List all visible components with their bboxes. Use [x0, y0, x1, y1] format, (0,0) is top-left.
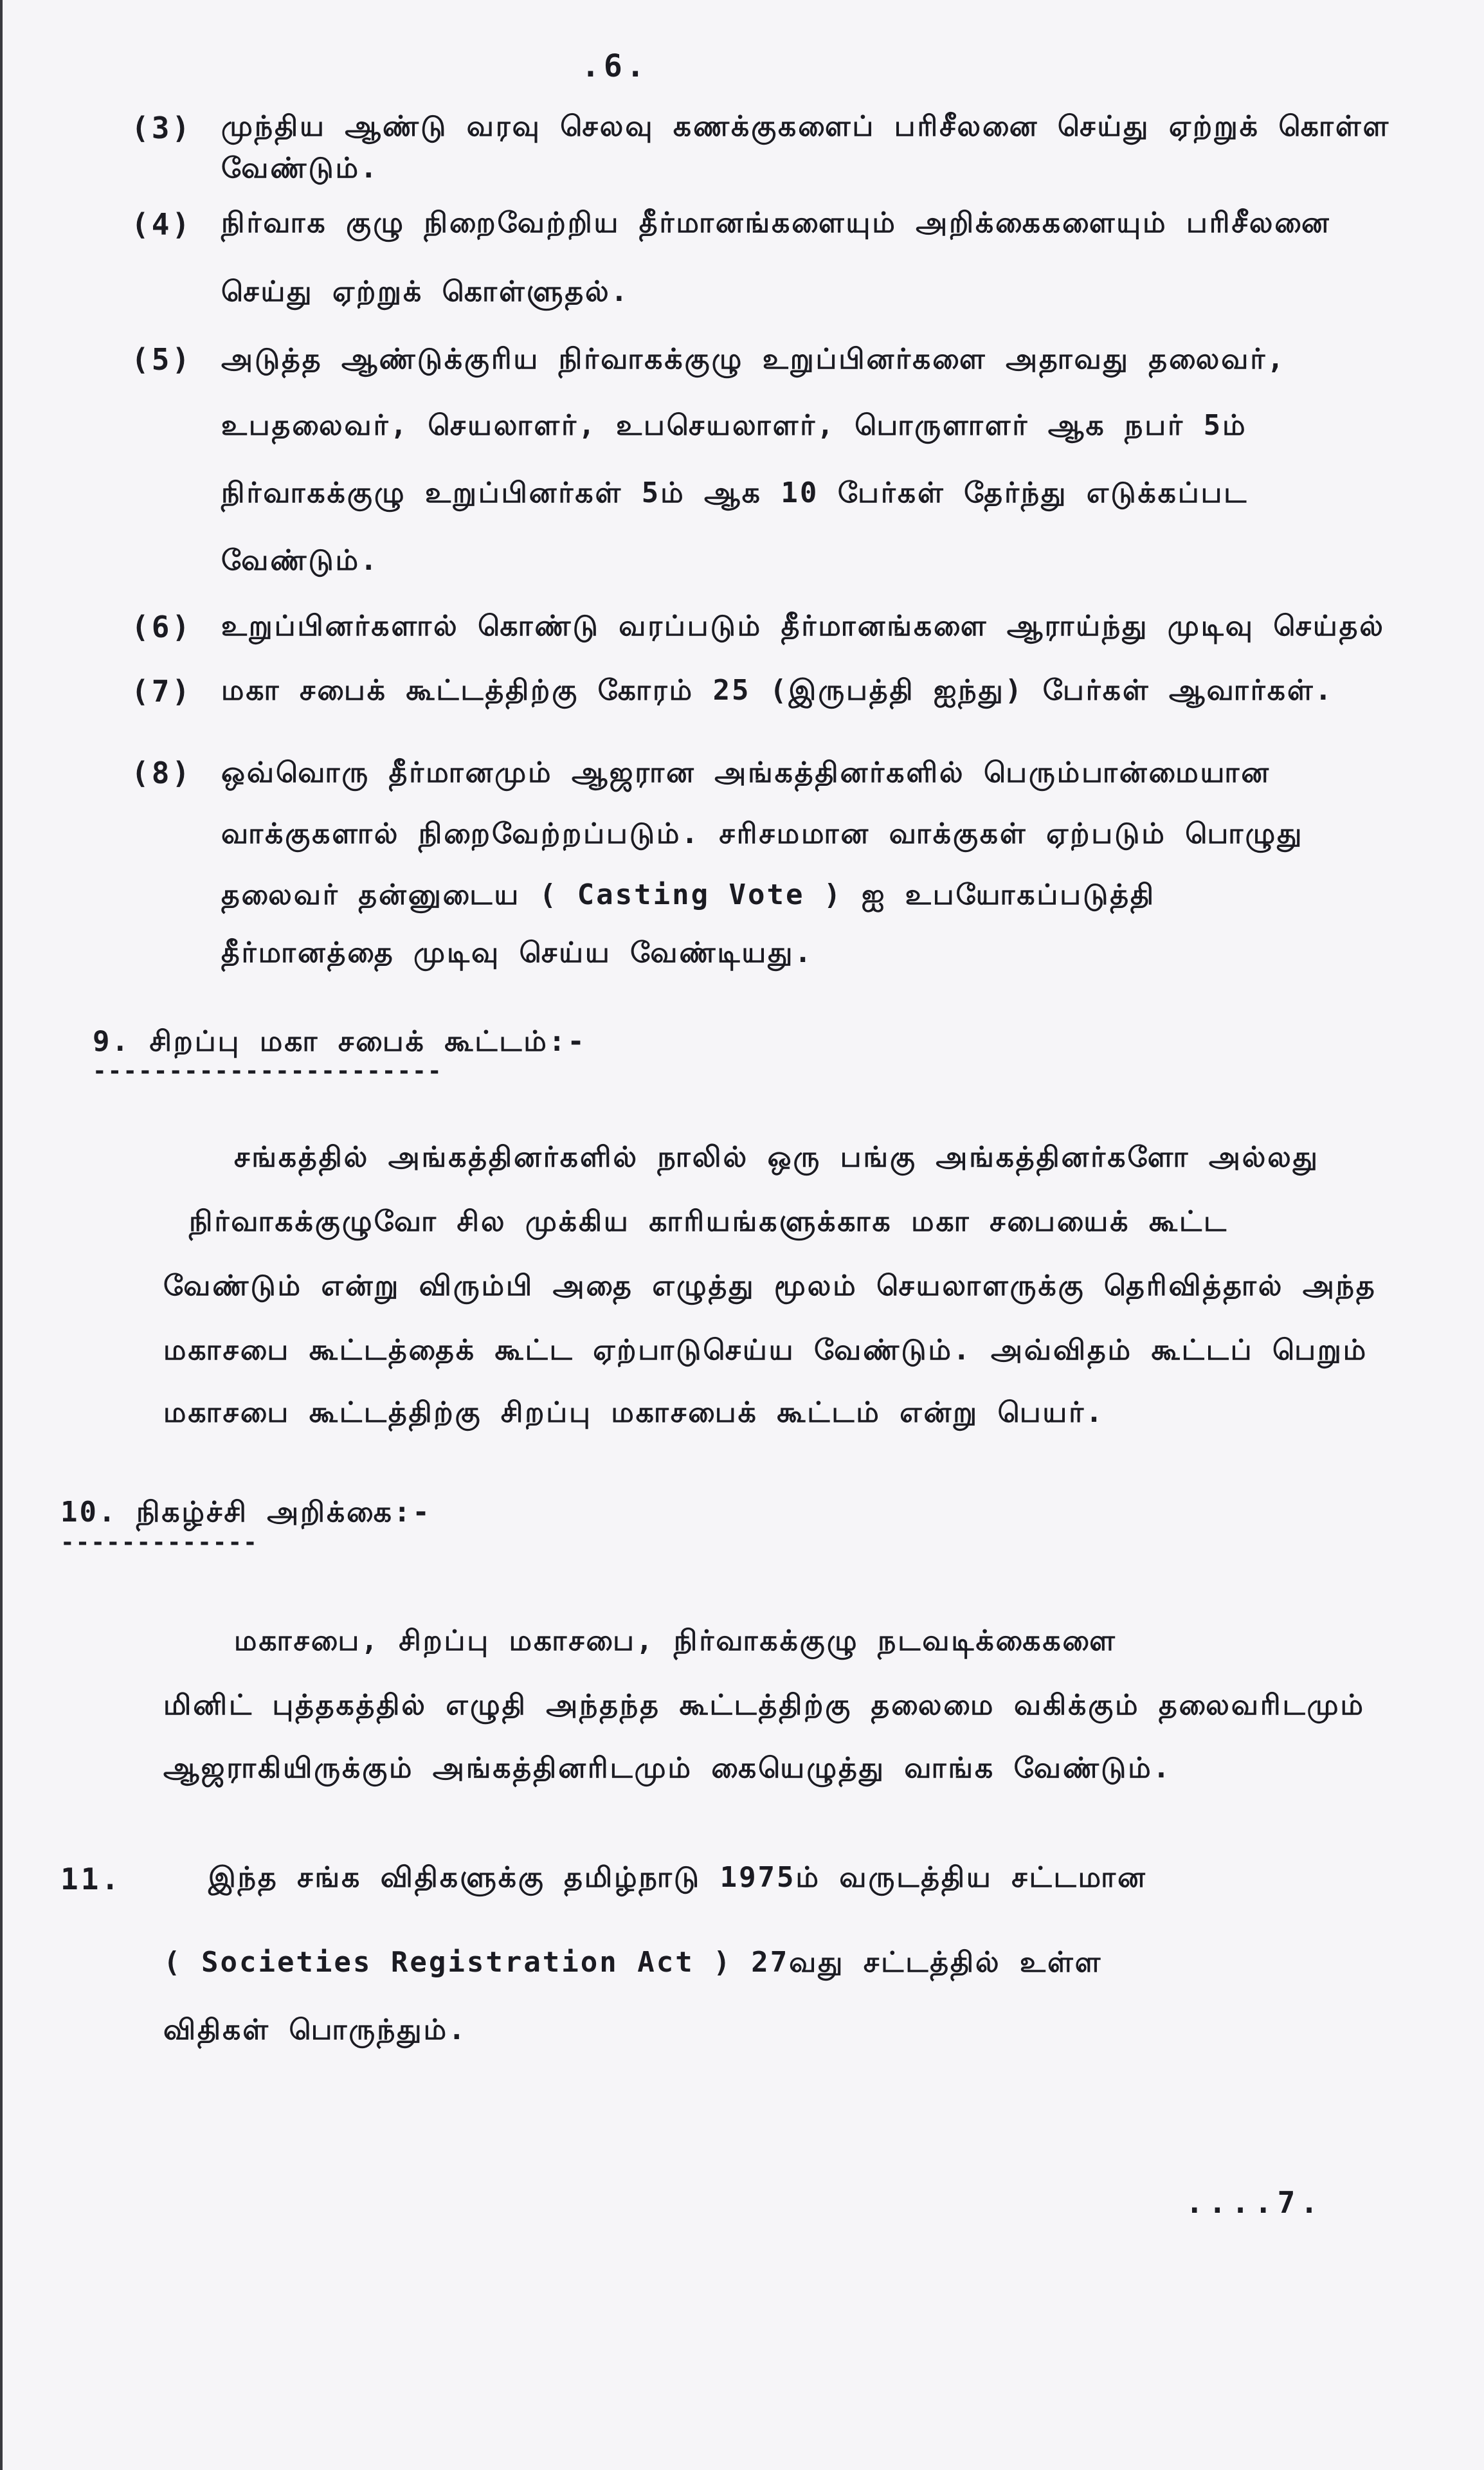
item-marker-7: (7) — [131, 674, 193, 709]
section-9-line-5: மகாசபை கூட்டத்திற்கு சிறப்பு மகாசபைக் கூட்டம் என்று பெயர். — [163, 1396, 1105, 1429]
item-5-line-2: உபதலைவர், செயலாளர், உபசெயலாளர், பொருளாளர் ஆக நபர் 5ம் — [221, 409, 1247, 442]
item-marker-4: (4) — [131, 207, 193, 242]
section-11-number: 11. — [60, 1862, 122, 1896]
section-9-line-4: மகாசபை கூட்டத்தைக் கூட்ட ஏற்பாடுசெய்ய வேண்டும். அவ்விதம் கூட்டப் பெறும் — [163, 1334, 1368, 1367]
item-marker-5: (5) — [131, 342, 193, 377]
section-10-heading: 10. நிகழ்ச்சி அறிக்கை:- — [60, 1496, 431, 1529]
item-8-line-4: தீர்மானத்தை முடிவு செய்ய வேண்டியது. — [221, 936, 813, 969]
item-marker-6: (6) — [131, 610, 193, 644]
item-3-line-2: வேண்டும். — [221, 152, 379, 185]
item-8-line-1: ஒவ்வொரு தீர்மானமும் ஆஜரான அங்கத்தினர்களில் பெரும்பான்மையான — [221, 756, 1271, 789]
section-11-line-3: விதிகள் பொருந்தும். — [163, 2013, 467, 2046]
section-10-line-2: மினிட் புத்தகத்தில் எழுதி அந்தந்த கூட்டத்திற்கு தலைமை வகிக்கும் தலைவரிடமும் — [163, 1689, 1365, 1721]
section-10-underline: ------------- — [60, 1529, 258, 1556]
section-10-line-1: மகாசபை, சிறப்பு மகாசபை, நிர்வாகக்குழு நடவடிக்கைகளை — [234, 1624, 1117, 1657]
item-marker-8: (8) — [131, 756, 193, 790]
item-5-line-4: வேண்டும். — [221, 544, 379, 577]
section-9-line-2: நிர்வாகக்குழுவோ சில முக்கிய காரியங்களுக்காக மகா சபையைக் கூட்ட — [189, 1205, 1229, 1238]
section-11-line-2: ( Societies Registration Act ) 27வது சட்டத்தில் உள்ள — [163, 1946, 1103, 1979]
item-3-line-1: முந்திய ஆண்டு வரவு செலவு கணக்குகளைப் பரிசீலனை செய்து ஏற்றுக் கொள்ள — [221, 110, 1391, 143]
section-9-line-3: வேண்டும் என்று விரும்பி அதை எழுத்து மூலம் செயலாளருக்கு தெரிவித்தால் அந்த — [163, 1269, 1377, 1302]
section-10-line-3: ஆஜராகியிருக்கும் அங்கத்தினரிடமும் கையெழுத்து வாங்க வேண்டும். — [163, 1752, 1172, 1784]
page-number-header: .6. — [581, 48, 649, 84]
item-4-line-1: நிர்வாக குழு நிறைவேற்றிய தீர்மானங்களையும் அறிக்கைகளையும் பரிசீலனை — [221, 206, 1331, 239]
item-8-line-2: வாக்குகளால் நிறைவேற்றப்படும். சரிசமமான வாக்குகள் ஏற்படும் பொழுது — [221, 817, 1304, 850]
item-5-line-3: நிர்வாகக்குழு உறுப்பினர்கள் 5ம் ஆக 10 பேர்கள் தேர்ந்து எடுக்கப்பட — [221, 477, 1249, 509]
section-9-underline: ----------------------- — [93, 1058, 443, 1084]
item-4-line-2: செய்து ஏற்றுக் கொள்ளுதல். — [221, 275, 630, 308]
item-8-line-3: தலைவர் தன்னுடைய ( Casting Vote ) ஐ உபயோகப்படுத்தி — [221, 878, 1156, 911]
item-6-line-1: உறுப்பினர்களால் கொண்டு வரப்படும் தீர்மானங்களை ஆராய்ந்து முடிவு செய்தல் — [221, 610, 1385, 642]
section-9-line-1: சங்கத்தில் அங்கத்தினர்களில் நாலில் ஒரு பங்கு அங்கத்தினர்களோ அல்லது — [234, 1141, 1319, 1174]
page-number-footer: ....7. — [1185, 2185, 1323, 2220]
section-11-line-1: இந்த சங்க விதிகளுக்கு தமிழ்நாடு 1975ம் வருடத்திய சட்டமான — [208, 1861, 1147, 1894]
section-9-heading: 9. சிறப்பு மகா சபைக் கூட்டம்:- — [93, 1025, 586, 1058]
item-7-line-1: மகா சபைக் கூட்டத்திற்கு கோரம் 25 (இருபத்தி ஐந்து) பேர்கள் ஆவார்கள். — [221, 674, 1334, 707]
item-5-line-1: அடுத்த ஆண்டுக்குரிய நிர்வாகக்குழு உறுப்பினர்களை அதாவது தலைவர், — [221, 343, 1286, 376]
item-marker-3: (3) — [131, 111, 193, 145]
